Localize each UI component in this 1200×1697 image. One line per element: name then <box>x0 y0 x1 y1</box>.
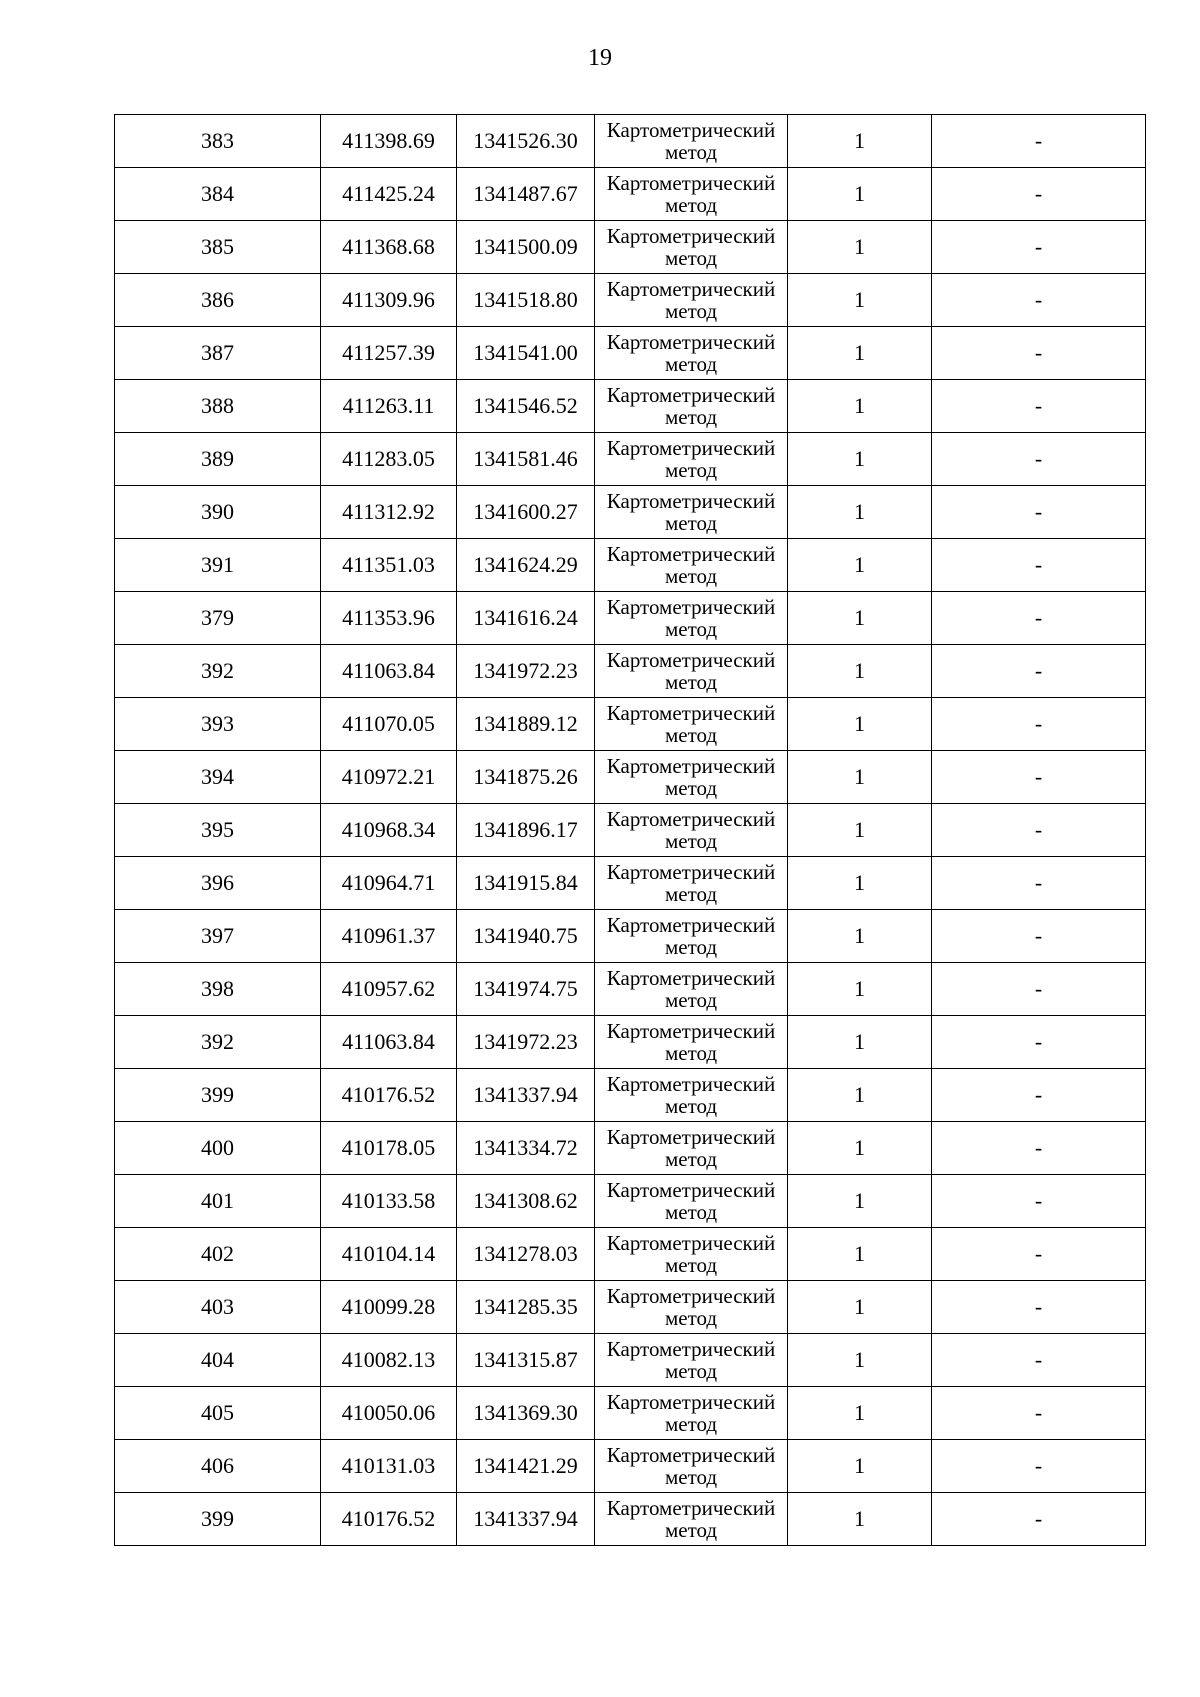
x-coordinate-cell: 411263.11 <box>321 380 457 433</box>
x-coordinate-cell: 410961.37 <box>321 910 457 963</box>
note-cell: - <box>932 433 1146 486</box>
y-coordinate-cell: 1341369.30 <box>457 1387 595 1440</box>
table-row <box>115 1387 1146 1440</box>
method-label-line2: метод <box>664 935 718 959</box>
point-number-cell: 386 <box>115 274 321 327</box>
coordinates-table-body <box>115 115 1146 1546</box>
y-coordinate-cell: 1341278.03 <box>457 1228 595 1281</box>
note-cell: - <box>932 645 1146 698</box>
y-coordinate-cell: 1341889.12 <box>457 698 595 751</box>
y-coordinate-cell: 1341526.30 <box>457 115 595 168</box>
method-label-line2: метод <box>664 1412 718 1436</box>
method-label-line1: Картометрический <box>606 807 776 831</box>
accuracy-cell: 1 <box>788 751 932 804</box>
y-coordinate-cell: 1341315.87 <box>457 1334 595 1387</box>
y-coordinate-cell: 1341518.80 <box>457 274 595 327</box>
method-label-line1: Картометрический <box>606 330 776 354</box>
x-coordinate-cell: 410178.05 <box>321 1122 457 1175</box>
method-cell <box>595 433 788 486</box>
table-row <box>115 1440 1146 1493</box>
x-coordinate-cell: 411368.68 <box>321 221 457 274</box>
note-cell: - <box>932 857 1146 910</box>
point-number-cell: 387 <box>115 327 321 380</box>
accuracy-cell: 1 <box>788 327 932 380</box>
method-cell <box>595 1440 788 1493</box>
method-cell <box>595 1122 788 1175</box>
method-cell <box>595 698 788 751</box>
table-row <box>115 910 1146 963</box>
x-coordinate-cell: 410176.52 <box>321 1493 457 1546</box>
accuracy-cell: 1 <box>788 1440 932 1493</box>
method-label-line1: Картометрический <box>606 383 776 407</box>
method-label-line1: Картометрический <box>606 171 776 195</box>
point-number-cell: 391 <box>115 539 321 592</box>
method-cell <box>595 380 788 433</box>
method-label-line2: метод <box>664 988 718 1012</box>
point-number-cell: 395 <box>115 804 321 857</box>
point-number-cell: 390 <box>115 486 321 539</box>
method-label-line1: Картометрический <box>606 1019 776 1043</box>
table-row <box>115 433 1146 486</box>
accuracy-cell: 1 <box>788 645 932 698</box>
point-number-cell: 393 <box>115 698 321 751</box>
page-number: 19 <box>588 45 612 71</box>
coordinates-table <box>114 114 1146 1546</box>
method-label-line2: метод <box>664 140 718 164</box>
accuracy-cell: 1 <box>788 221 932 274</box>
x-coordinate-cell: 410104.14 <box>321 1228 457 1281</box>
table-row <box>115 486 1146 539</box>
x-coordinate-cell: 410050.06 <box>321 1387 457 1440</box>
accuracy-cell: 1 <box>788 1016 932 1069</box>
note-cell: - <box>932 804 1146 857</box>
y-coordinate-cell: 1341285.35 <box>457 1281 595 1334</box>
table-row <box>115 1493 1146 1546</box>
note-cell: - <box>932 115 1146 168</box>
point-number-cell: 398 <box>115 963 321 1016</box>
method-label-line1: Картометрический <box>606 1072 776 1096</box>
method-label-line1: Картометрический <box>606 913 776 937</box>
y-coordinate-cell: 1341334.72 <box>457 1122 595 1175</box>
x-coordinate-cell: 411398.69 <box>321 115 457 168</box>
method-label-line1: Картометрический <box>606 118 776 142</box>
table-row <box>115 1281 1146 1334</box>
method-cell <box>595 1228 788 1281</box>
accuracy-cell: 1 <box>788 1281 932 1334</box>
x-coordinate-cell: 411063.84 <box>321 645 457 698</box>
x-coordinate-cell: 411425.24 <box>321 168 457 221</box>
table-row <box>115 327 1146 380</box>
x-coordinate-cell: 411309.96 <box>321 274 457 327</box>
x-coordinate-cell: 410082.13 <box>321 1334 457 1387</box>
table-row <box>115 1334 1146 1387</box>
method-cell <box>595 1281 788 1334</box>
method-label-line1: Картометрический <box>606 489 776 513</box>
y-coordinate-cell: 1341308.62 <box>457 1175 595 1228</box>
y-coordinate-cell: 1341337.94 <box>457 1493 595 1546</box>
method-label-line1: Картометрический <box>606 860 776 884</box>
method-label-line2: метод <box>664 352 718 376</box>
method-label-line2: метод <box>664 193 718 217</box>
method-cell <box>595 1069 788 1122</box>
method-label-line2: метод <box>664 776 718 800</box>
point-number-cell: 389 <box>115 433 321 486</box>
accuracy-cell: 1 <box>788 433 932 486</box>
y-coordinate-cell: 1341600.27 <box>457 486 595 539</box>
method-label-line2: метод <box>664 246 718 270</box>
method-label-line2: метод <box>664 1306 718 1330</box>
method-label-line2: метод <box>664 299 718 323</box>
method-label-line1: Картометрический <box>606 542 776 566</box>
method-label-line1: Картометрический <box>606 436 776 460</box>
accuracy-cell: 1 <box>788 1387 932 1440</box>
table-row <box>115 963 1146 1016</box>
table-row <box>115 539 1146 592</box>
accuracy-cell: 1 <box>788 115 932 168</box>
table-row <box>115 115 1146 168</box>
method-cell <box>595 1016 788 1069</box>
x-coordinate-cell: 411283.05 <box>321 433 457 486</box>
table-row <box>115 274 1146 327</box>
x-coordinate-cell: 410972.21 <box>321 751 457 804</box>
note-cell: - <box>932 1016 1146 1069</box>
table-row <box>115 1175 1146 1228</box>
table-row <box>115 751 1146 804</box>
method-cell <box>595 115 788 168</box>
point-number-cell: 400 <box>115 1122 321 1175</box>
method-label-line2: метод <box>664 511 718 535</box>
method-cell <box>595 804 788 857</box>
method-cell <box>595 857 788 910</box>
note-cell: - <box>932 963 1146 1016</box>
note-cell: - <box>932 1228 1146 1281</box>
note-cell: - <box>932 274 1146 327</box>
y-coordinate-cell: 1341337.94 <box>457 1069 595 1122</box>
note-cell: - <box>932 327 1146 380</box>
method-cell <box>595 327 788 380</box>
method-cell <box>595 751 788 804</box>
method-cell <box>595 963 788 1016</box>
method-label-line2: метод <box>664 1465 718 1489</box>
accuracy-cell: 1 <box>788 1493 932 1546</box>
y-coordinate-cell: 1341616.24 <box>457 592 595 645</box>
point-number-cell: 397 <box>115 910 321 963</box>
method-cell <box>595 274 788 327</box>
method-label-line2: метод <box>664 1518 718 1542</box>
method-label-line1: Картометрический <box>606 224 776 248</box>
point-number-cell: 384 <box>115 168 321 221</box>
x-coordinate-cell: 410176.52 <box>321 1069 457 1122</box>
method-label-line2: метод <box>664 670 718 694</box>
table-row <box>115 168 1146 221</box>
accuracy-cell: 1 <box>788 1069 932 1122</box>
point-number-cell: 403 <box>115 1281 321 1334</box>
x-coordinate-cell: 411070.05 <box>321 698 457 751</box>
note-cell: - <box>932 168 1146 221</box>
y-coordinate-cell: 1341500.09 <box>457 221 595 274</box>
method-label-line2: метод <box>664 1253 718 1277</box>
method-cell <box>595 539 788 592</box>
note-cell: - <box>932 1069 1146 1122</box>
note-cell: - <box>932 1175 1146 1228</box>
method-label-line1: Картометрический <box>606 277 776 301</box>
x-coordinate-cell: 410957.62 <box>321 963 457 1016</box>
x-coordinate-cell: 410964.71 <box>321 857 457 910</box>
point-number-cell: 379 <box>115 592 321 645</box>
method-cell <box>595 910 788 963</box>
method-label-line1: Картометрический <box>606 1231 776 1255</box>
method-label-line1: Картометрический <box>606 1284 776 1308</box>
x-coordinate-cell: 410968.34 <box>321 804 457 857</box>
y-coordinate-cell: 1341624.29 <box>457 539 595 592</box>
table-row <box>115 645 1146 698</box>
method-label-line2: метод <box>664 1041 718 1065</box>
point-number-cell: 383 <box>115 115 321 168</box>
method-label-line1: Картометрический <box>606 754 776 778</box>
method-label-line1: Картометрический <box>606 1496 776 1520</box>
table-row <box>115 380 1146 433</box>
accuracy-cell: 1 <box>788 963 932 1016</box>
note-cell: - <box>932 1387 1146 1440</box>
x-coordinate-cell: 410099.28 <box>321 1281 457 1334</box>
accuracy-cell: 1 <box>788 698 932 751</box>
y-coordinate-cell: 1341487.67 <box>457 168 595 221</box>
note-cell: - <box>932 910 1146 963</box>
method-label-line2: метод <box>664 458 718 482</box>
method-cell <box>595 1387 788 1440</box>
y-coordinate-cell: 1341875.26 <box>457 751 595 804</box>
method-label-line2: метод <box>664 1147 718 1171</box>
method-label-line2: метод <box>664 564 718 588</box>
point-number-cell: 399 <box>115 1069 321 1122</box>
note-cell: - <box>932 592 1146 645</box>
method-label-line2: метод <box>664 1359 718 1383</box>
accuracy-cell: 1 <box>788 1122 932 1175</box>
method-label-line2: метод <box>664 405 718 429</box>
point-number-cell: 396 <box>115 857 321 910</box>
method-label-line1: Картометрический <box>606 1390 776 1414</box>
x-coordinate-cell: 411312.92 <box>321 486 457 539</box>
method-label-line2: метод <box>664 723 718 747</box>
point-number-cell: 385 <box>115 221 321 274</box>
y-coordinate-cell: 1341974.75 <box>457 963 595 1016</box>
table-row <box>115 857 1146 910</box>
point-number-cell: 401 <box>115 1175 321 1228</box>
accuracy-cell: 1 <box>788 857 932 910</box>
note-cell: - <box>932 751 1146 804</box>
table-row <box>115 592 1146 645</box>
table-row <box>115 1069 1146 1122</box>
method-cell <box>595 168 788 221</box>
method-cell <box>595 1334 788 1387</box>
note-cell: - <box>932 698 1146 751</box>
y-coordinate-cell: 1341896.17 <box>457 804 595 857</box>
y-coordinate-cell: 1341972.23 <box>457 645 595 698</box>
method-label-line1: Картометрический <box>606 1443 776 1467</box>
point-number-cell: 405 <box>115 1387 321 1440</box>
method-cell <box>595 221 788 274</box>
accuracy-cell: 1 <box>788 592 932 645</box>
point-number-cell: 394 <box>115 751 321 804</box>
x-coordinate-cell: 411063.84 <box>321 1016 457 1069</box>
note-cell: - <box>932 380 1146 433</box>
accuracy-cell: 1 <box>788 1175 932 1228</box>
method-label-line2: метод <box>664 1094 718 1118</box>
x-coordinate-cell: 410133.58 <box>321 1175 457 1228</box>
method-cell <box>595 592 788 645</box>
method-label-line1: Картометрический <box>606 1125 776 1149</box>
x-coordinate-cell: 410131.03 <box>321 1440 457 1493</box>
note-cell: - <box>932 1281 1146 1334</box>
point-number-cell: 388 <box>115 380 321 433</box>
table-row <box>115 1122 1146 1175</box>
note-cell: - <box>932 1440 1146 1493</box>
method-cell <box>595 1493 788 1546</box>
accuracy-cell: 1 <box>788 1334 932 1387</box>
y-coordinate-cell: 1341546.52 <box>457 380 595 433</box>
accuracy-cell: 1 <box>788 1228 932 1281</box>
method-cell <box>595 486 788 539</box>
method-label-line1: Картометрический <box>606 966 776 990</box>
table-row <box>115 1228 1146 1281</box>
method-label-line1: Картометрический <box>606 701 776 725</box>
accuracy-cell: 1 <box>788 168 932 221</box>
y-coordinate-cell: 1341915.84 <box>457 857 595 910</box>
accuracy-cell: 1 <box>788 804 932 857</box>
table-row <box>115 221 1146 274</box>
y-coordinate-cell: 1341940.75 <box>457 910 595 963</box>
method-label-line2: метод <box>664 1200 718 1224</box>
method-cell <box>595 1175 788 1228</box>
point-number-cell: 399 <box>115 1493 321 1546</box>
note-cell: - <box>932 486 1146 539</box>
accuracy-cell: 1 <box>788 910 932 963</box>
accuracy-cell: 1 <box>788 539 932 592</box>
point-number-cell: 404 <box>115 1334 321 1387</box>
method-label-line1: Картометрический <box>606 1178 776 1202</box>
y-coordinate-cell: 1341541.00 <box>457 327 595 380</box>
method-label-line2: метод <box>664 882 718 906</box>
note-cell: - <box>932 1334 1146 1387</box>
method-label-line1: Картометрический <box>606 1337 776 1361</box>
x-coordinate-cell: 411257.39 <box>321 327 457 380</box>
point-number-cell: 406 <box>115 1440 321 1493</box>
accuracy-cell: 1 <box>788 380 932 433</box>
y-coordinate-cell: 1341421.29 <box>457 1440 595 1493</box>
method-label-line2: метод <box>664 617 718 641</box>
point-number-cell: 392 <box>115 645 321 698</box>
x-coordinate-cell: 411351.03 <box>321 539 457 592</box>
accuracy-cell: 1 <box>788 274 932 327</box>
method-label-line1: Картометрический <box>606 648 776 672</box>
point-number-cell: 392 <box>115 1016 321 1069</box>
note-cell: - <box>932 221 1146 274</box>
method-label-line2: метод <box>664 829 718 853</box>
note-cell: - <box>932 1122 1146 1175</box>
method-cell <box>595 645 788 698</box>
table-row <box>115 698 1146 751</box>
y-coordinate-cell: 1341972.23 <box>457 1016 595 1069</box>
x-coordinate-cell: 411353.96 <box>321 592 457 645</box>
method-label-line1: Картометрический <box>606 595 776 619</box>
note-cell: - <box>932 539 1146 592</box>
table-row <box>115 1016 1146 1069</box>
note-cell: - <box>932 1493 1146 1546</box>
y-coordinate-cell: 1341581.46 <box>457 433 595 486</box>
point-number-cell: 402 <box>115 1228 321 1281</box>
accuracy-cell: 1 <box>788 486 932 539</box>
table-row <box>115 804 1146 857</box>
